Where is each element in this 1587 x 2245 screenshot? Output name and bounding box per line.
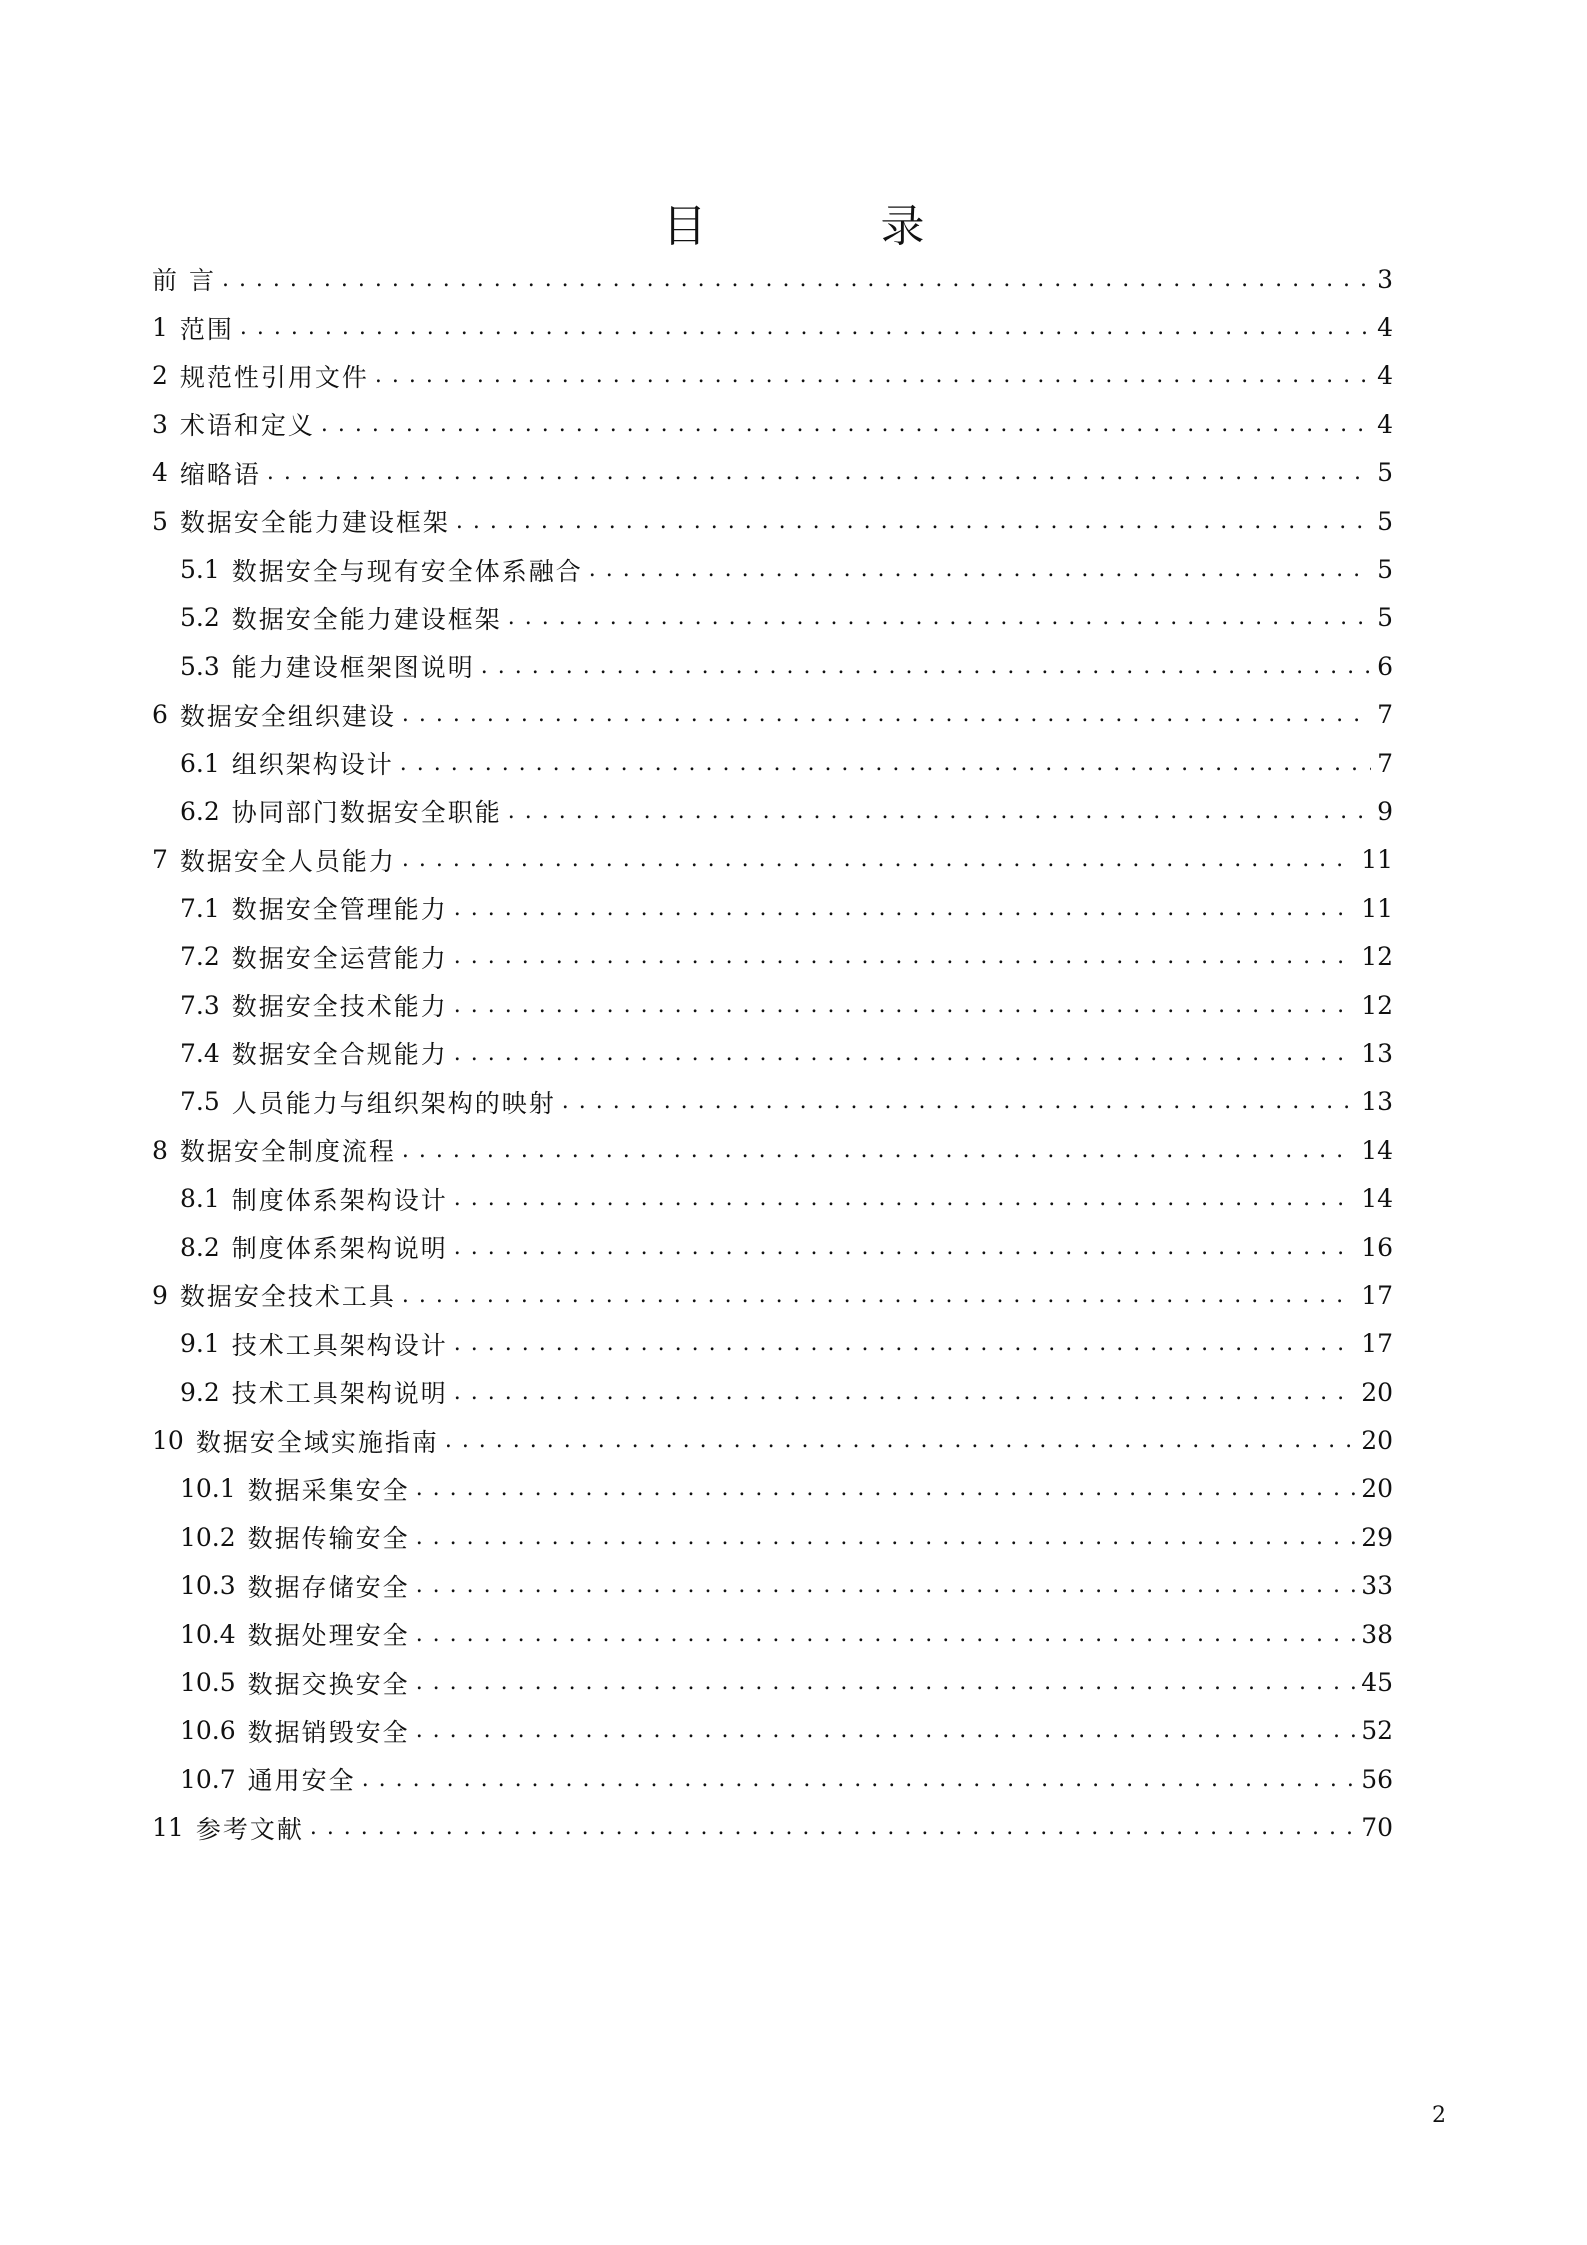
toc-entry[interactable] (152, 400, 1393, 448)
toc-entry-number: 8 (152, 1135, 168, 1165)
toc-entry[interactable] (152, 1078, 1393, 1126)
toc-entry-label: 缩略语 (179, 459, 261, 489)
dot-leader (454, 993, 1355, 1018)
toc-entry-page: 12 (1361, 942, 1393, 972)
toc-entry-label: 数据交换安全 (247, 1669, 410, 1699)
toc-entry-label: 数据处理安全 (247, 1621, 410, 1651)
toc-entry-number: 10 (152, 1426, 184, 1456)
toc-entry-page: 11 (1361, 893, 1393, 923)
toc-entry[interactable] (152, 594, 1393, 642)
dot-leader (416, 1670, 1356, 1695)
toc-entry-page: 29 (1361, 1522, 1393, 1552)
toc-entry-label: 规范性引用文件 (179, 362, 369, 392)
toc-entry-number: 3 (152, 409, 168, 439)
toc-entry-label: 数据销毁安全 (247, 1717, 410, 1747)
toc-entry-number: 7.2 (180, 942, 220, 972)
toc-entry-page: 20 (1361, 1474, 1393, 1504)
toc-entry-number: 10.6 (180, 1716, 236, 1746)
dot-leader (456, 509, 1371, 534)
toc-entry-page: 38 (1361, 1619, 1393, 1649)
toc-entry-page: 6 (1377, 651, 1393, 681)
dot-leader (454, 1186, 1355, 1211)
toc-entry-page: 33 (1361, 1571, 1393, 1601)
toc-entry[interactable] (152, 787, 1393, 835)
toc-entry[interactable] (152, 884, 1393, 932)
toc-entry-number: 5.2 (180, 603, 220, 633)
toc-title: 目 录 (662, 201, 1005, 252)
toc-entry[interactable] (152, 1755, 1393, 1803)
toc-entry-number: 8.1 (180, 1184, 220, 1214)
toc-entry[interactable] (152, 497, 1393, 545)
toc-entry[interactable] (152, 352, 1393, 400)
toc-entry-number: 7.1 (180, 893, 220, 923)
toc-entry-number: 1 (152, 313, 168, 343)
toc-entry[interactable] (152, 1562, 1393, 1610)
toc-entry[interactable] (152, 836, 1393, 884)
toc-entry[interactable] (152, 255, 1393, 303)
toc-entry-label: 数据安全技术能力 (231, 992, 448, 1022)
toc-entry-page: 5 (1377, 506, 1393, 536)
toc-entry[interactable] (152, 1707, 1393, 1755)
toc-entry[interactable] (152, 1368, 1393, 1416)
toc-entry-number: 11 (152, 1813, 184, 1843)
toc-entry-label: 制度体系架构设计 (231, 1185, 448, 1215)
toc-entry-label: 数据安全运营能力 (231, 943, 448, 973)
toc-entry-number: 4 (152, 458, 168, 488)
toc-entry-page: 5 (1377, 603, 1393, 633)
dot-leader (402, 1283, 1355, 1308)
dot-leader (222, 267, 1371, 292)
dot-leader (454, 896, 1355, 921)
toc-entry-page: 9 (1377, 796, 1393, 826)
toc-entry-number: 6 (152, 700, 168, 730)
toc-entry-number: 10.5 (180, 1668, 236, 1698)
toc-entry-number: 5.1 (180, 555, 220, 585)
toc-entry[interactable] (152, 1271, 1393, 1319)
toc-entry-page: 11 (1361, 845, 1393, 875)
toc-entry[interactable] (152, 1658, 1393, 1706)
toc-entry[interactable] (152, 932, 1393, 980)
dot-leader (310, 1815, 1355, 1840)
toc-entry-page: 70 (1361, 1813, 1393, 1843)
toc-entry[interactable] (152, 1126, 1393, 1174)
dot-leader (402, 1138, 1355, 1163)
dot-leader (416, 1718, 1356, 1743)
toc-entry-label: 组织架构设计 (231, 750, 394, 780)
toc-entry-number: 9 (152, 1280, 168, 1310)
toc-entry-label: 数据安全制度流程 (179, 1137, 396, 1167)
toc-entry-page: 56 (1361, 1764, 1393, 1794)
toc-entry-label: 数据安全合规能力 (231, 1040, 448, 1070)
dot-leader (416, 1476, 1356, 1501)
page-number: 2 (1432, 2103, 1446, 2128)
toc-entry[interactable] (152, 303, 1393, 351)
toc-entry[interactable] (152, 981, 1393, 1029)
toc-entry[interactable] (152, 1416, 1393, 1464)
toc-entry-number: 7 (152, 845, 168, 875)
dot-leader (267, 460, 1371, 485)
dot-leader (481, 654, 1371, 679)
toc-entry[interactable] (152, 1610, 1393, 1658)
toc-entry-label: 数据传输安全 (247, 1524, 410, 1554)
toc-entry-number: 6.2 (180, 796, 220, 826)
toc-entry[interactable] (152, 739, 1393, 787)
toc-entry-number: 10.3 (180, 1571, 236, 1601)
toc-entry-page: 4 (1377, 409, 1393, 439)
toc-entry[interactable] (152, 1223, 1393, 1271)
toc-entry-label: 范围 (179, 314, 234, 344)
toc-entry-page: 13 (1361, 1087, 1393, 1117)
toc-entry[interactable] (152, 449, 1393, 497)
dot-leader (240, 315, 1371, 340)
toc-entry[interactable] (152, 1513, 1393, 1561)
toc-entry-page: 7 (1377, 700, 1393, 730)
toc-entry-page: 13 (1361, 1038, 1393, 1068)
table-of-contents (152, 255, 1393, 1852)
toc-entry-page: 5 (1377, 458, 1393, 488)
toc-entry-number: 7.4 (180, 1038, 220, 1068)
toc-entry-page: 17 (1361, 1329, 1393, 1359)
toc-entry[interactable] (152, 1029, 1393, 1077)
dot-leader (416, 1573, 1356, 1598)
dot-leader (402, 702, 1371, 727)
dot-leader (454, 1331, 1355, 1356)
toc-entry-page: 20 (1361, 1377, 1393, 1407)
dot-leader (454, 944, 1355, 969)
toc-entry-label: 技术工具架构设计 (231, 1330, 448, 1360)
toc-entry-number: 9.2 (180, 1377, 220, 1407)
toc-entry-page: 16 (1361, 1232, 1393, 1262)
dot-leader (445, 1428, 1355, 1453)
toc-entry-number: 7.5 (180, 1087, 220, 1117)
toc-entry[interactable] (152, 642, 1393, 690)
dot-leader (454, 1380, 1355, 1405)
toc-entry-page: 17 (1361, 1280, 1393, 1310)
toc-entry[interactable] (152, 691, 1393, 739)
dot-leader (375, 363, 1371, 388)
dot-leader (562, 1089, 1355, 1114)
toc-entry-number: 10.1 (180, 1474, 236, 1504)
toc-entry-number: 10.7 (180, 1764, 236, 1794)
toc-entry-number: 5 (152, 506, 168, 536)
toc-entry-page: 45 (1361, 1668, 1393, 1698)
toc-entry-page: 3 (1377, 264, 1393, 294)
toc-entry-label: 数据安全人员能力 (179, 846, 396, 876)
dot-leader (589, 557, 1371, 582)
toc-entry[interactable] (152, 1174, 1393, 1222)
toc-entry-page: 52 (1361, 1716, 1393, 1746)
toc-entry-label: 协同部门数据安全职能 (231, 798, 502, 828)
dot-leader (402, 847, 1355, 872)
toc-entry-page: 14 (1361, 1184, 1393, 1214)
toc-entry-page: 4 (1377, 361, 1393, 391)
toc-entry-label: 能力建设框架图说明 (231, 653, 475, 683)
dot-leader (454, 1235, 1355, 1260)
dot-leader (454, 1041, 1355, 1066)
toc-entry-label: 数据安全能力建设框架 (231, 604, 502, 634)
toc-entry-page: 20 (1361, 1426, 1393, 1456)
toc-entry-page: 7 (1377, 748, 1393, 778)
dot-leader (508, 605, 1371, 630)
dot-leader (400, 751, 1371, 776)
toc-entry-number: 10.2 (180, 1522, 236, 1552)
toc-entry-label: 数据存储安全 (247, 1572, 410, 1602)
toc-entry-label: 通用安全 (247, 1766, 356, 1796)
toc-entry-label: 技术工具架构说明 (231, 1379, 448, 1409)
dot-leader (416, 1622, 1356, 1647)
toc-entry-label: 数据安全与现有安全体系融合 (231, 556, 583, 586)
toc-entry-label: 参考文献 (195, 1814, 304, 1844)
toc-entry-label: 数据安全技术工具 (179, 1282, 396, 1312)
toc-entry-number: 10.4 (180, 1619, 236, 1649)
toc-entry[interactable] (152, 1320, 1393, 1368)
toc-entry-label: 数据安全能力建设框架 (179, 508, 450, 538)
toc-entry-label: 数据安全域实施指南 (195, 1427, 439, 1457)
toc-entry-label: 数据安全组织建设 (179, 701, 396, 731)
toc-entry-number: 8.2 (180, 1232, 220, 1262)
toc-entry-label: 数据采集安全 (247, 1475, 410, 1505)
toc-entry-page: 5 (1377, 555, 1393, 585)
toc-entry-number: 2 (152, 361, 168, 391)
toc-entry-number: 6.1 (180, 748, 220, 778)
toc-entry-label: 制度体系架构说明 (231, 1234, 448, 1263)
toc-entry-page: 4 (1377, 313, 1393, 343)
toc-entry[interactable] (152, 545, 1393, 593)
toc-entry-number: 9.1 (180, 1329, 220, 1359)
toc-entry-label: 术语和定义 (179, 411, 315, 441)
dot-leader (321, 412, 1371, 437)
toc-entry[interactable] (152, 1465, 1393, 1513)
toc-entry-number: 7.3 (180, 990, 220, 1020)
toc-entry-label: 人员能力与组织架构的映射 (231, 1088, 556, 1118)
toc-entry-label: 前 言 (152, 266, 216, 296)
dot-leader (508, 799, 1371, 824)
dot-leader (362, 1767, 1356, 1792)
toc-entry-page: 12 (1361, 990, 1393, 1020)
toc-entry-label: 数据安全管理能力 (231, 895, 448, 925)
toc-entry-page: 14 (1361, 1135, 1393, 1165)
dot-leader (416, 1525, 1356, 1550)
toc-entry[interactable] (152, 1804, 1393, 1852)
toc-entry-number: 5.3 (180, 651, 220, 681)
